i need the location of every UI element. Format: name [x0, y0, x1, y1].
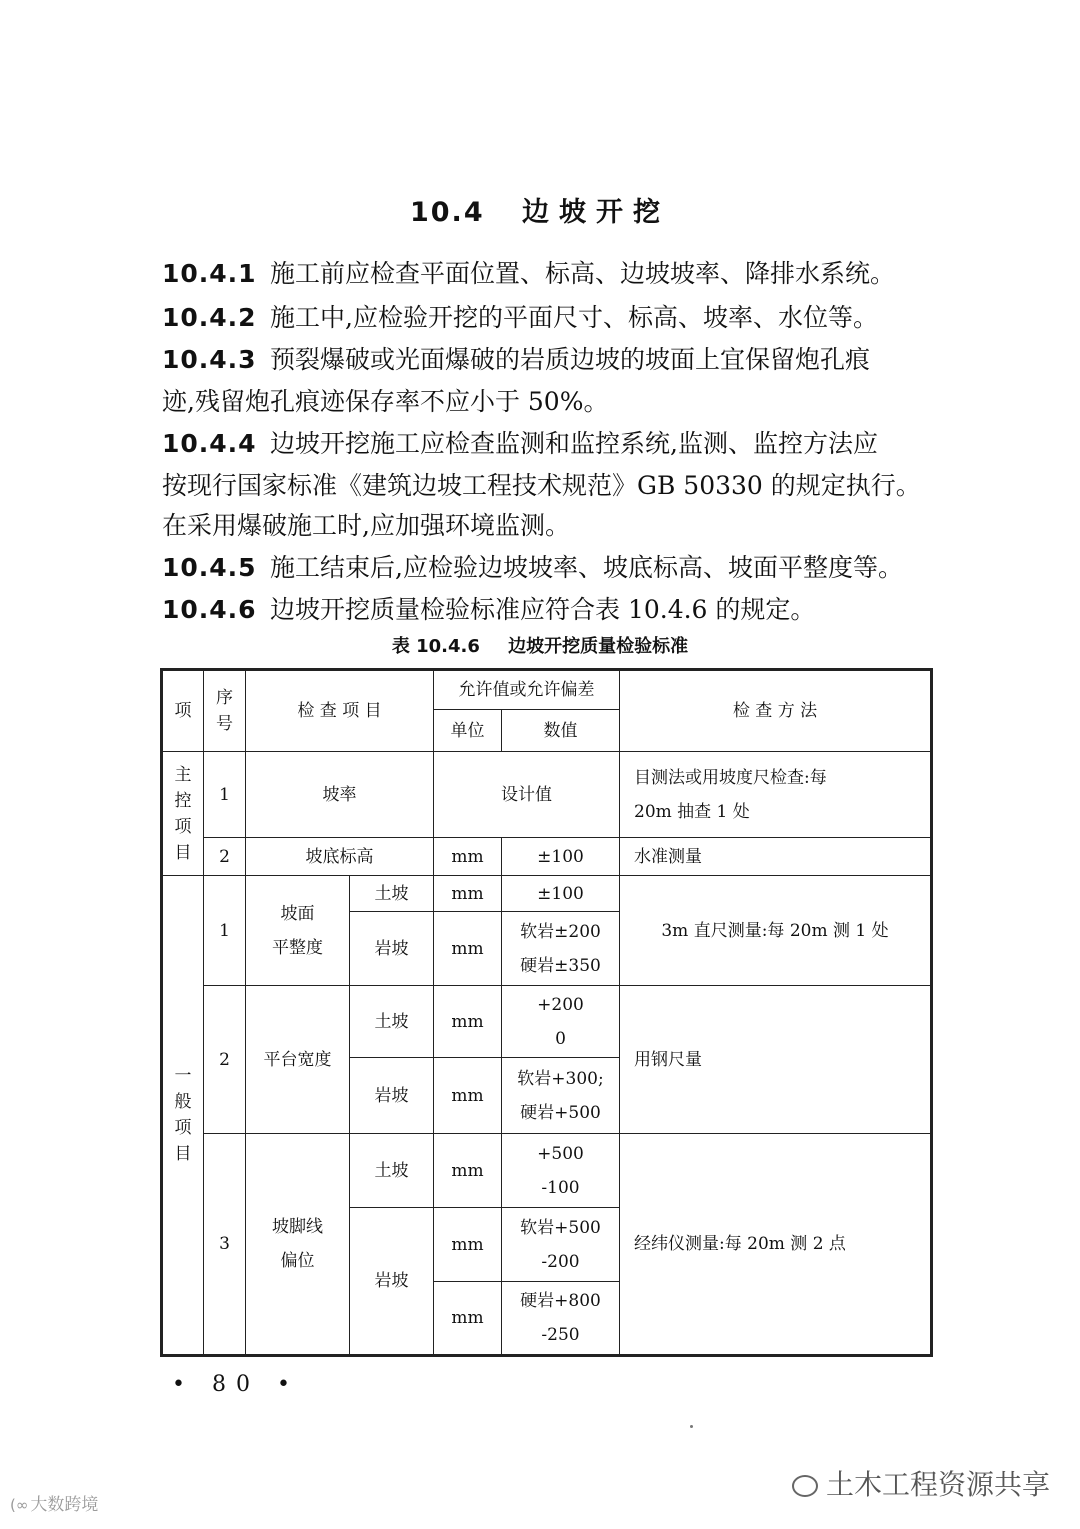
clause-text: 施工中,应检验开挖的平面尺寸、标高、坡率、水位等。: [270, 303, 878, 332]
watermark-left: [10, 1490, 98, 1515]
table-row: [162, 1134, 932, 1208]
clause-text: 边坡开挖施工应检查监测和监控系统,监测、监控方法应: [270, 429, 878, 458]
item-cell: 平台宽度: [246, 986, 350, 1134]
watermark-right-text: 土木工程资源共享: [826, 1468, 1051, 1501]
method-cell: 经纬仪测量:每 20m 测 2 点: [620, 1134, 932, 1356]
method-cell: 3m 直尺测量:每 20m 测 1 处: [620, 876, 932, 986]
section-number: 10.4: [409, 197, 485, 228]
clause-text: 按现行国家标准《建筑边坡工程技术规范》GB 50330 的规定执行。: [162, 471, 921, 500]
seq-cell: 2: [204, 838, 246, 876]
clause-text: 迹,残留炮孔痕迹保存率不应小于 50%。: [162, 387, 609, 416]
clause-number: 10.4.6: [162, 595, 257, 624]
clause-number: 10.4.3: [162, 345, 257, 374]
clause-10-4-4-cont: [162, 506, 570, 542]
header-value: 数值: [502, 710, 620, 752]
item-cell: 坡脚线 偏位: [246, 1134, 350, 1356]
seq-cell: 1: [204, 876, 246, 986]
table-caption: [0, 632, 1080, 658]
sub-item-cell: 岩坡: [350, 912, 434, 986]
unit-cell: mm: [434, 1134, 502, 1208]
unit-cell: mm: [434, 876, 502, 912]
clause-10-4-4-cont: [162, 466, 921, 502]
category-general: 一 般 项 目: [162, 876, 204, 1356]
item-cell: 坡率: [246, 752, 434, 838]
value-cell: 软岩±200 硬岩±350: [502, 912, 620, 986]
header-seq: 序 号: [204, 670, 246, 752]
clause-10-4-3: [162, 340, 870, 376]
value-cell: 硬岩+800 -250: [502, 1282, 620, 1356]
header-item: 检 查 项 目: [246, 670, 434, 752]
value-cell: 设计值: [434, 752, 620, 838]
sub-item-cell: 土坡: [350, 986, 434, 1058]
category-main: 主 控 项 目: [162, 752, 204, 876]
value-cell: 软岩+300; 硬岩+500: [502, 1058, 620, 1134]
header-allow: 允许值或允许偏差: [434, 670, 620, 710]
unit-cell: mm: [434, 1282, 502, 1356]
clause-number: 10.4.2: [162, 303, 257, 332]
watermark-left-text: 大数跨境: [30, 1495, 99, 1515]
table-title: 边坡开挖质量检验标准: [508, 636, 689, 657]
value-cell: ±100: [502, 838, 620, 876]
clause-text: 预裂爆破或光面爆破的岩质边坡的坡面上宜保留炮孔痕: [270, 345, 871, 374]
item-cell: 坡底标高: [246, 838, 434, 876]
clause-10-4-5: [162, 548, 903, 584]
header-category: 项: [162, 670, 204, 752]
section-title: [0, 190, 1080, 229]
table-header-row: [162, 670, 932, 710]
clause-10-4-4: [162, 424, 878, 460]
clause-text: 边坡开挖质量检验标准应符合表 10.4.6 的规定。: [270, 595, 816, 624]
table-row: [162, 986, 932, 1058]
clause-text: 施工前应检查平面位置、标高、边坡坡率、降排水系统。: [270, 259, 896, 288]
table-row: [162, 838, 932, 876]
value-cell: 软岩+500 -200: [502, 1208, 620, 1282]
clause-number: 10.4.5: [162, 553, 257, 582]
method-cell: 目测法或用坡度尺检查:每 20m 抽查 1 处: [620, 752, 932, 838]
sub-item-cell: 岩坡: [350, 1058, 434, 1134]
table-number: 表 10.4.6: [391, 636, 480, 657]
header-method: 检 查 方 法: [620, 670, 932, 752]
method-cell: 水准测量: [620, 838, 932, 876]
seq-cell: 3: [204, 1134, 246, 1356]
value-cell: +500 -100: [502, 1134, 620, 1208]
unit-cell: mm: [434, 838, 502, 876]
seq-cell: 1: [204, 752, 246, 838]
unit-cell: mm: [434, 1058, 502, 1134]
table-row: [162, 876, 932, 912]
clause-10-4-2: [162, 298, 878, 334]
unit-cell: mm: [434, 986, 502, 1058]
scan-speck: [690, 1425, 693, 1428]
clause-text: 在采用爆破施工时,应加强环境监测。: [162, 511, 570, 540]
item-cell: 坡面 平整度: [246, 876, 350, 986]
clause-10-4-6: [162, 590, 815, 626]
clause-10-4-1: [162, 254, 895, 290]
value-cell: +200 0: [502, 986, 620, 1058]
wechat-icon: [792, 1475, 818, 1497]
watermark-right: [792, 1463, 1050, 1503]
unit-cell: mm: [434, 1208, 502, 1282]
clause-text: 施工结束后,应检验边坡坡率、坡底标高、坡面平整度等。: [270, 553, 903, 582]
clause-number: 10.4.1: [162, 259, 257, 288]
value-cell: ±100: [502, 876, 620, 912]
sub-item-cell: 岩坡: [350, 1208, 434, 1356]
seq-cell: 2: [204, 986, 246, 1134]
section-name: 边坡开挖: [522, 197, 671, 228]
method-cell: 用钢尺量: [620, 986, 932, 1134]
sub-item-cell: 土坡: [350, 876, 434, 912]
clause-10-4-3-cont: [162, 382, 608, 418]
watermark-logo-icon: (∞: [10, 1496, 29, 1514]
sub-item-cell: 土坡: [350, 1134, 434, 1208]
table-row: [162, 752, 932, 838]
clause-number: 10.4.4: [162, 429, 257, 458]
unit-cell: mm: [434, 912, 502, 986]
inspection-standard-table: [160, 668, 933, 1357]
page-number: • 80 •: [172, 1372, 300, 1397]
header-unit: 单位: [434, 710, 502, 752]
